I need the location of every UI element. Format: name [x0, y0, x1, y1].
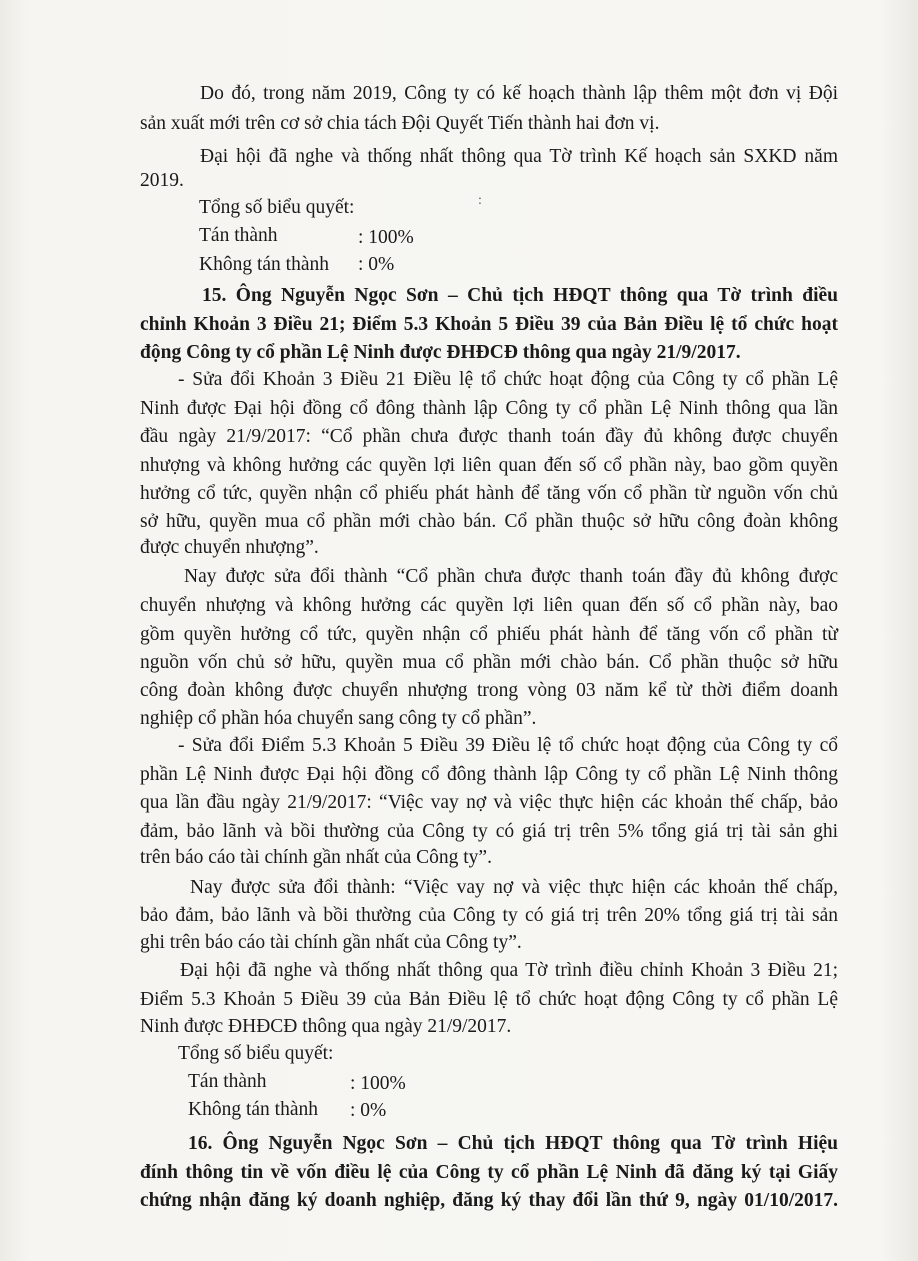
paragraph-line: nhượng và không hưởng các quyền lợi liên quan đến số cổ phần này, bao gồm quyền [140, 455, 838, 476]
paragraph-line: 2019. [140, 170, 184, 191]
paragraph-line: nghiệp cổ phần hóa chuyển sang công ty cổ phần”. [140, 708, 537, 729]
paragraph-line: Ninh được Đại hội đồng cổ đông thành lập Công ty cổ phần Lệ Ninh thông qua lần [140, 398, 838, 419]
paragraph-line: sản xuất mới trên cơ sở chia tách Đội Quyết Tiến thành hai đơn vị. [140, 113, 660, 134]
paragraph-line: Điểm 5.3 Khoản 5 Điều 39 của Bản Điều lệ tổ chức hoạt động Công ty cổ phần Lệ [140, 989, 838, 1010]
vote-total-label: Tổng số biểu quyết: [199, 197, 355, 218]
paragraph-line: Đại hội đã nghe và thống nhất thông qua Tờ trình điều chỉnh Khoản 3 Điều 21; [180, 960, 838, 981]
scan-speck: : [478, 193, 482, 208]
section-heading-16: đính thông tin về vốn điều lệ của Công ty cổ phần Lệ Ninh đã đăng ký tại Giấy [140, 1162, 838, 1183]
paragraph-line: đảm, bảo lãnh và bồi thường của Công ty có giá trị trên 5% tổng giá trị tài sản ghi [140, 821, 838, 842]
paragraph-line: Ninh được ĐHĐCĐ thông qua ngày 21/9/2017. [140, 1016, 512, 1037]
vote-reject-label: Không tán thành [188, 1099, 318, 1120]
section-heading-16: chứng nhận đăng ký doanh nghiệp, đăng ký thay đổi lần thứ 9, ngày 01/10/2017. [140, 1190, 838, 1211]
paragraph-line: công đoàn không được chuyển nhượng trong vòng 03 năm kể từ thời điểm doanh [140, 680, 838, 701]
vote-reject-value: : 0% [358, 254, 395, 275]
paragraph-line: gồm quyền hưởng cổ tức, quyền nhận cổ phiếu phát hành để tăng vốn cổ phần từ [140, 624, 838, 645]
paragraph-line: được chuyển nhượng”. [140, 537, 319, 558]
vote-reject-label: Không tán thành [199, 254, 329, 275]
vote-approve-label: Tán thành [188, 1071, 267, 1092]
paragraph-line: - Sửa đổi Điểm 5.3 Khoản 5 Điều 39 Điều lệ tổ chức hoạt động của Công ty cổ [178, 735, 838, 756]
vote-approve-value: : 100% [358, 227, 414, 248]
paragraph-line: phần Lệ Ninh được Đại hội đồng cổ đông thành lập Công ty cổ phần Lệ Ninh thông [140, 764, 838, 785]
paragraph-line: chuyển nhượng và không hưởng các quyền lợi liên quan đến số cổ phần này, bao [140, 595, 838, 616]
paragraph-line: sở hữu, quyền mua cổ phần mới chào bán. Cổ phần thuộc sở hữu công đoàn không [140, 511, 838, 532]
paragraph-line: ghi trên báo cáo tài chính gần nhất của Công ty”. [140, 932, 522, 953]
paragraph-line: đầu ngày 21/9/2017: “Cổ phần chưa được thanh toán đầy đủ không được chuyển [140, 426, 838, 447]
paragraph-line: Nay được sửa đổi thành: “Việc vay nợ và việc thực hiện các khoản thế chấp, [190, 877, 838, 898]
vote-total-label: Tổng số biểu quyết: [178, 1043, 334, 1064]
paragraph-line: Đại hội đã nghe và thống nhất thông qua Tờ trình Kế hoạch sản SXKD năm [200, 146, 838, 167]
paragraph-line: Do đó, trong năm 2019, Công ty có kế hoạch thành lập thêm một đơn vị Đội [200, 83, 838, 104]
paragraph-line: - Sửa đổi Khoản 3 Điều 21 Điều lệ tổ chức hoạt động của Công ty cổ phần Lệ [178, 369, 838, 390]
vote-approve-label: Tán thành [199, 225, 278, 246]
paragraph-line: Nay được sửa đổi thành “Cổ phần chưa được thanh toán đầy đủ không được [184, 566, 838, 587]
vote-reject-value: : 0% [350, 1100, 387, 1121]
section-heading-15: động Công ty cổ phần Lệ Ninh được ĐHĐCĐ thông qua ngày 21/9/2017. [140, 342, 741, 363]
section-heading-16: 16. Ông Nguyễn Ngọc Sơn – Chủ tịch HĐQT thông qua Tờ trình Hiệu [188, 1133, 838, 1154]
paragraph-line: trên báo cáo tài chính gần nhất của Công ty”. [140, 847, 492, 868]
paragraph-line: bảo đảm, bảo lãnh và bồi thường của Công ty có giá trị trên 20% tổng giá trị tài sản [140, 905, 838, 926]
paragraph-line: nguồn vốn chủ sở hữu, quyền mua cổ phần mới chào bán. Cổ phần thuộc sở hữu [140, 652, 838, 673]
paragraph-line: hưởng cổ tức, quyền nhận cổ phiếu phát hành để tăng vốn cổ phần từ nguồn vốn chủ [140, 483, 838, 504]
section-heading-15: 15. Ông Nguyễn Ngọc Sơn – Chủ tịch HĐQT thông qua Tờ trình điều [202, 285, 838, 306]
vote-approve-value: : 100% [350, 1073, 406, 1094]
paragraph-line: qua lần đầu ngày 21/9/2017: “Việc vay nợ và việc thực hiện các khoản thế chấp, bảo [140, 792, 838, 813]
section-heading-15: chỉnh Khoản 3 Điều 21; Điểm 5.3 Khoản 5 Điều 39 của Bản Điều lệ tổ chức hoạt [140, 314, 838, 335]
